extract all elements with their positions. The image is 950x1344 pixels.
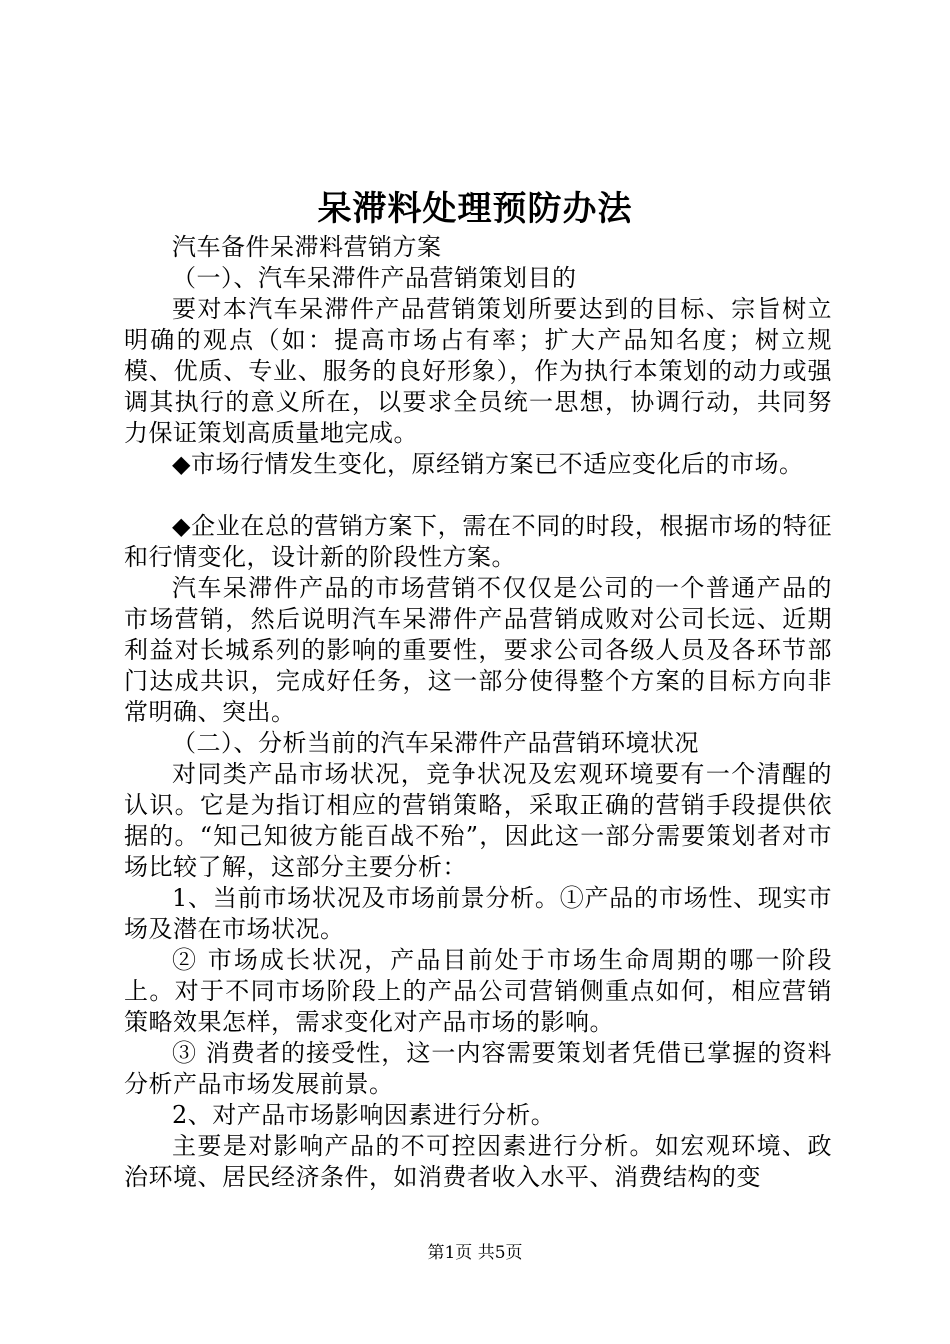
paragraph-section-2-heading: （二）、分析当前的汽车呆滞件产品营销环境状况 — [172, 729, 699, 757]
paragraph-bullet-phase-plan: ◆企业在总的营销方案下，需在不同的时段，根据市场的特征和行情变化，设计新的阶段性方案。 — [124, 512, 832, 571]
document-body — [124, 232, 832, 1193]
paragraph-subtitle: 汽车备件呆滞料营销方案 — [172, 233, 442, 261]
paragraph-factors-detail: 主要是对影响产品的不可控因素进行分析。如宏观环境、政治环境、居民经济条件，如消费者收入水平、消费结构的变 — [124, 1132, 832, 1191]
paragraph-item-2: ② 市场成长状况，产品目前处于市场生命周期的哪一阶段上。对于不同市场阶段上的产品公司营销侧重点如何，相应营销策略效果怎样，需求变化对产品市场的影响。 — [124, 946, 832, 1036]
paragraph-bullet-market-change: ◆市场行情发生变化，原经销方案已不适应变化后的市场。 — [172, 450, 804, 478]
page-number: 第1页 共5页 — [427, 1243, 523, 1263]
document-title: 呆滞料处理预防办法 — [317, 189, 633, 229]
paragraph-section-1-heading: （一）、汽车呆滞件产品营销策划目的 — [172, 264, 577, 292]
paragraph-purpose: 要对本汽车呆滞件产品营销策划所要达到的目标、宗旨树立明确的观点（如：提高市场占有率；扩大产品知名度；树立规模、优质、专业、服务的良好形象），作为执行本策划的动力或强调其执行的意义所在，以要求全员统一思想，协调行动，共同努力保证策划高质量地完成。 — [124, 295, 832, 447]
paragraph-item-3: ③ 消费者的接受性，这一内容需要策划者凭借已掌握的资料分析产品市场发展前景。 — [124, 1039, 832, 1098]
paragraph-item-1: 1、当前市场状况及市场前景分析。①产品的市场性、现实市场及潜在市场状况。 — [124, 884, 832, 943]
paragraph-environment-analysis: 对同类产品市场状况，竞争状况及宏观环境要有一个清醒的认识。它是为指订相应的营销策略，采取正确的营销手段提供依据的。“知己知彼方能百战不殆”，因此这一部分需要策划者对市场比较了解，这部分主要分析： — [124, 760, 832, 881]
paragraph-factors-heading: 2、对产品市场影响因素进行分析。 — [172, 1101, 556, 1129]
paragraph-importance: 汽车呆滞件产品的市场营销不仅仅是公司的一个普通产品的市场营销，然后说明汽车呆滞件产品营销成败对公司长远、近期利益对长城系列的影响的重要性，要求公司各级人员及各环节部门达成共识，完成好任务，这一部分使得整个方案的目标方向非常明确、突出。 — [124, 574, 832, 726]
